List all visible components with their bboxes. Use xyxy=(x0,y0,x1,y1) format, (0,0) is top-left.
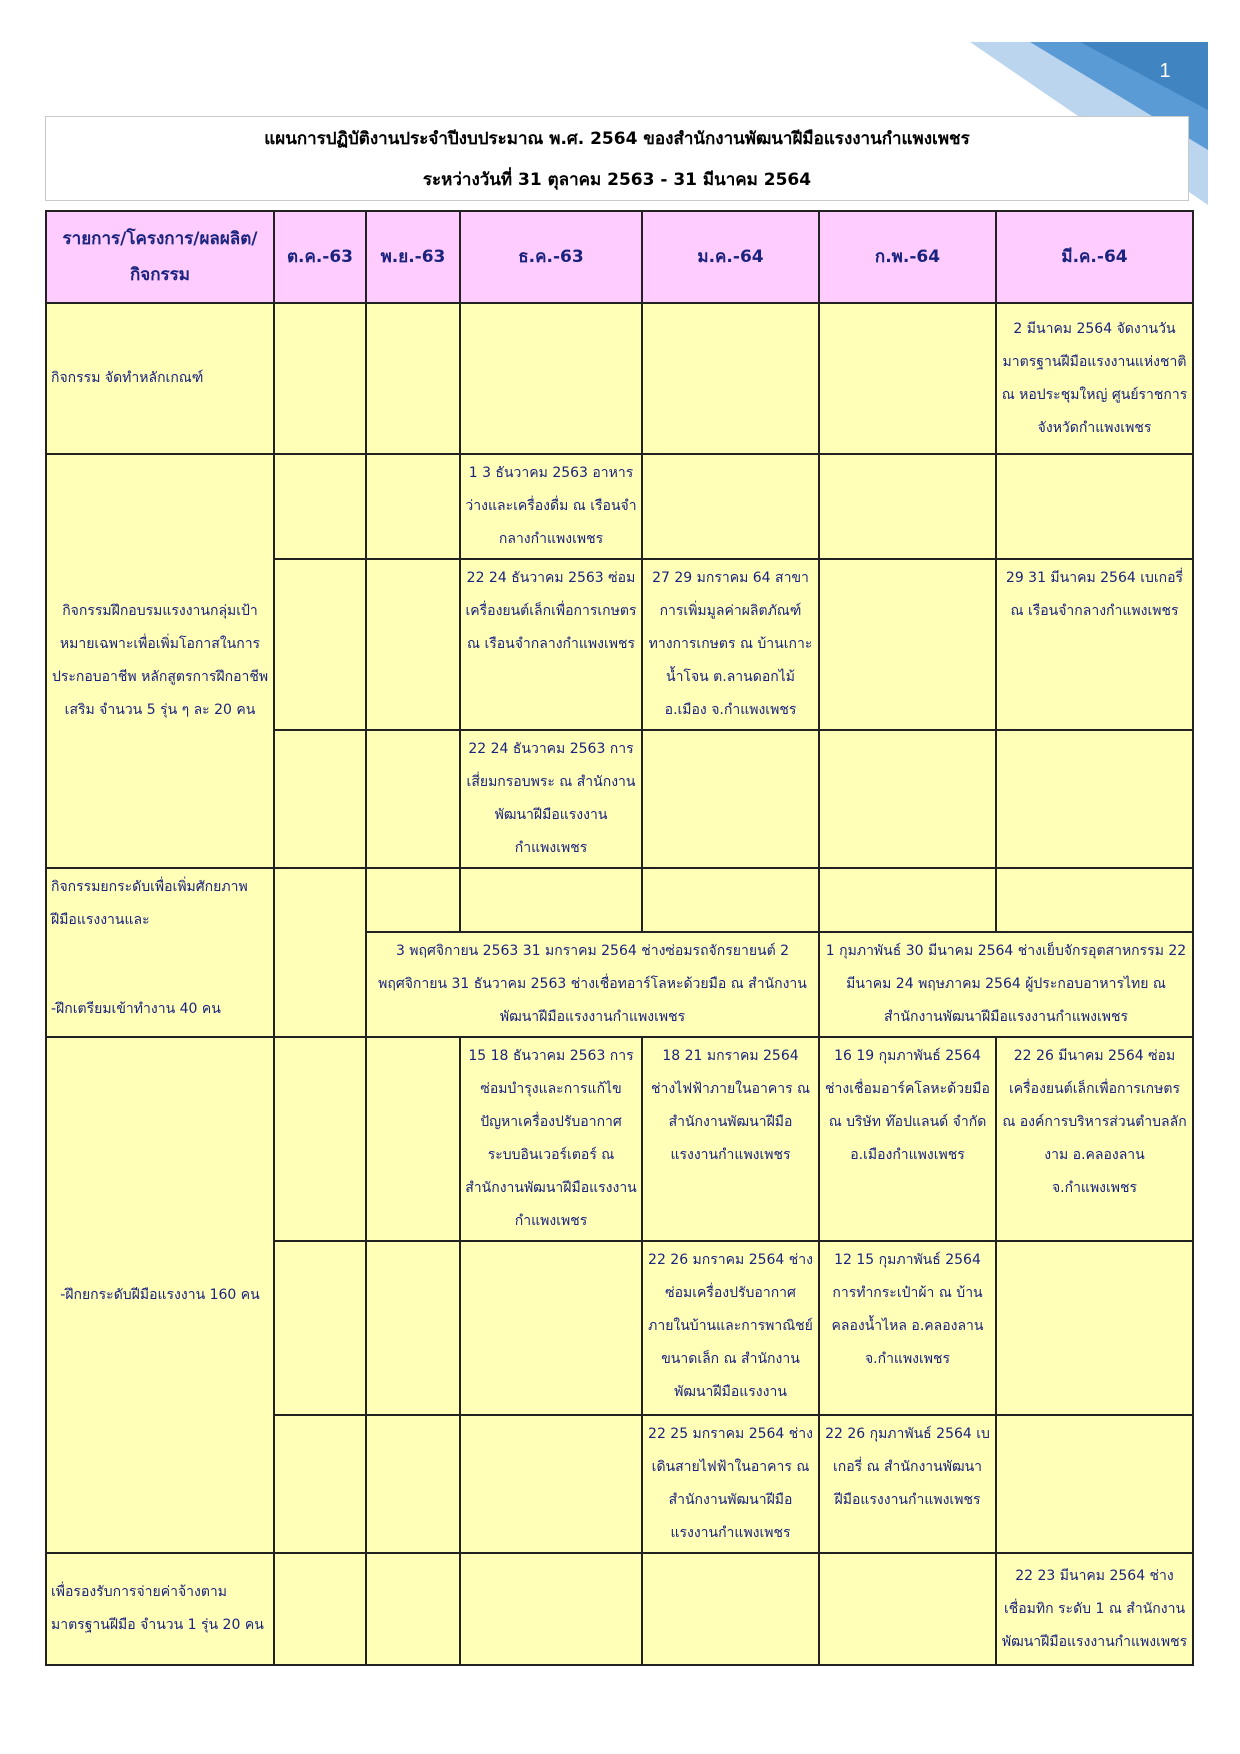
empty-cell xyxy=(366,454,460,559)
empty-cell xyxy=(274,1037,366,1241)
empty-cell xyxy=(996,454,1193,559)
empty-cell xyxy=(366,1553,460,1665)
document-title: แผนการปฏิบัติงานประจำปีงบประมาณ พ.ศ. 2564 ของสำนักงานพัฒนาฝีมือแรงงานกำแพงเพชร xyxy=(45,116,1189,162)
table-row xyxy=(46,454,1193,559)
header-nov: พ.ย.-63 xyxy=(366,211,460,303)
empty-cell xyxy=(819,1553,996,1665)
empty-cell xyxy=(460,1241,642,1415)
header-feb: ก.พ.-64 xyxy=(819,211,996,303)
empty-cell xyxy=(460,868,642,932)
empty-cell xyxy=(460,303,642,454)
document-date-range: ระหว่างวันที่ 31 ตุลาคม 2563 - 31 มีนาคม 2564 xyxy=(45,160,1189,201)
empty-cell xyxy=(366,303,460,454)
empty-cell xyxy=(366,730,460,868)
schedule-cell: 22 24 ธันวาคม 2563 การเสี่ยมกรอบพระ ณ สำนักงานพัฒนาฝีมือแรงงานกำแพงเพชร xyxy=(460,730,642,868)
schedule-cell: 12 15 กุมภาพันธ์ 2564 การทำกระเป๋าผ้า ณ บ้านคลองน้ำไหล อ.คลองลาน จ.กำแพงเพชร xyxy=(819,1241,996,1415)
empty-cell xyxy=(642,730,819,868)
schedule-cell: 1 กุมภาพันธ์ 30 มีนาคม 2564 ช่างเย็บจักรอุตสาหกรรม 22 มีนาคม 24 พฤษภาคม 2564 ผู้ประกอบอาหารไทย ณ สำนักงานพัฒนาฝีมือแรงงานกำแพงเพชร xyxy=(819,932,1193,1037)
empty-cell xyxy=(366,868,460,932)
empty-cell xyxy=(460,1415,642,1553)
empty-cell xyxy=(819,868,996,932)
empty-cell xyxy=(819,454,996,559)
empty-cell xyxy=(274,559,366,730)
empty-cell xyxy=(366,559,460,730)
activity-cell: กิจกรรมฝึกอบรมแรงงานกลุ่มเป้าหมายเฉพาะเพื่อเพิ่มโอกาสในการประกอบอาชีพ หลักสูตรการฝึกอาชีพเสริม จำนวน 5 รุ่น ๆ ละ 20 คน xyxy=(46,454,274,868)
empty-cell xyxy=(642,454,819,559)
header-oct: ต.ค.-63 xyxy=(274,211,366,303)
schedule-cell: 27 29 มกราคม 64 สาขาการเพิ่มมูลค่าผลิตภัณฑ์ทางการเกษตร ณ บ้านเกาะน้ำโจน ต.ลานดอกไม้ อ.เมือง จ.กำแพงเพชร xyxy=(642,559,819,730)
header-dec: ธ.ค.-63 xyxy=(460,211,642,303)
empty-cell xyxy=(274,1241,366,1415)
empty-cell xyxy=(460,1553,642,1665)
empty-cell xyxy=(274,868,366,1037)
empty-cell xyxy=(996,1241,1193,1415)
schedule-cell: 22 26 มกราคม 2564 ช่างซ่อมเครื่องปรับอากาศภายในบ้านและการพาณิชย์ขนาดเล็ก ณ สำนักงานพัฒนาฝีมือแรงงาน xyxy=(642,1241,819,1415)
table-row xyxy=(46,1553,1193,1665)
empty-cell xyxy=(642,1553,819,1665)
schedule-cell: 22 26 กุมภาพันธ์ 2564 เบเกอรี่ ณ สำนักงานพัฒนาฝีมือแรงงานกำแพงเพชร xyxy=(819,1415,996,1553)
activity-text-bottom: -ฝึกเตรียมเข้าทำงาน 40 คน xyxy=(51,1001,221,1017)
schedule-cell: 22 24 ธันวาคม 2563 ซ่อมเครื่องยนต์เล็กเพื่อการเกษตร ณ เรือนจำกลางกำแพงเพชร xyxy=(460,559,642,730)
empty-cell xyxy=(642,868,819,932)
empty-cell xyxy=(274,1415,366,1553)
schedule-cell: 1 3 ธันวาคม 2563 อาหารว่างและเครื่องดื่ม ณ เรือนจำกลางกำแพงเพชร xyxy=(460,454,642,559)
page-number: 1 xyxy=(1159,60,1171,82)
table-row xyxy=(46,1037,1193,1241)
schedule-cell: 22 26 มีนาคม 2564 ซ่อมเครื่องยนต์เล็กเพื่อการเกษตร ณ องค์การบริหารส่วนตำบลลักงาม อ.คลองลาน จ.กำแพงเพชร xyxy=(996,1037,1193,1241)
plan-table xyxy=(45,210,1194,1666)
schedule-cell: 22 25 มกราคม 2564 ช่างเดินสายไฟฟ้าในอาคาร ณ สำนักงานพัฒนาฝีมือแรงงานกำแพงเพชร xyxy=(642,1415,819,1553)
empty-cell xyxy=(819,559,996,730)
empty-cell xyxy=(274,303,366,454)
empty-cell xyxy=(274,454,366,559)
activity-cell: กิจกรรม จัดทำหลักเกณฑ์ xyxy=(46,303,274,454)
header-mar: มี.ค.-64 xyxy=(996,211,1193,303)
empty-cell xyxy=(274,730,366,868)
empty-cell xyxy=(366,1037,460,1241)
empty-cell xyxy=(996,730,1193,868)
empty-cell xyxy=(366,1241,460,1415)
table-row xyxy=(46,303,1193,454)
schedule-cell: 16 19 กุมภาพันธ์ 2564 ช่างเชื่อมอาร์คโลหะด้วยมือ ณ บริษัท ท๊อปแลนด์ จำกัด อ.เมืองกำแพงเพชร xyxy=(819,1037,996,1241)
schedule-cell: 22 23 มีนาคม 2564 ช่างเชื่อมทิก ระดับ 1 ณ สำนักงานพัฒนาฝีมือแรงงานกำแพงเพชร xyxy=(996,1553,1193,1665)
empty-cell xyxy=(366,1415,460,1553)
empty-cell xyxy=(996,868,1193,932)
schedule-cell: 3 พฤศจิกายน 2563 31 มกราคม 2564 ช่างซ่อมรถจักรยายนต์ 2 พฤศจิกายน 31 ธันวาคม 2563 ช่างเชื่อทอาร์โลหะด้วยมือ ณ สำนักงานพัฒนาฝีมือแรงงานกำแพงเพชร xyxy=(366,932,819,1037)
header-jan: ม.ค.-64 xyxy=(642,211,819,303)
empty-cell xyxy=(819,303,996,454)
activity-cell: เพื่อรองรับการจ่ายค่าจ้างตามมาตรฐานฝีมือ จำนวน 1 รุ่น 20 คน xyxy=(46,1553,274,1665)
empty-cell xyxy=(996,1415,1193,1553)
schedule-cell: 29 31 มีนาคม 2564 เบเกอรี่ ณ เรือนจำกลางกำแพงเพชร xyxy=(996,559,1193,730)
table-header-row xyxy=(46,211,1193,303)
schedule-cell: 2 มีนาคม 2564 จัดงานวันมาตรฐานฝีมือแรงงานแห่งชาติ ณ หอประชุมใหญ่ ศูนย์ราชการจังหวัดกำแพงเพชร xyxy=(996,303,1193,454)
header-activity: รายการ/โครงการ/ผลผลิต/กิจกรรม xyxy=(46,211,274,303)
empty-cell xyxy=(274,1553,366,1665)
empty-cell xyxy=(642,303,819,454)
schedule-cell: 15 18 ธันวาคม 2563 การซ่อมบำรุงและการแก้ไขปัญหาเครื่องปรับอากาศระบบอินเวอร์เตอร์ ณ สำนักงานพัฒนาฝีมือแรงงานกำแพงเพชร xyxy=(460,1037,642,1241)
activity-cell: -ฝึกยกระดับฝีมือแรงงาน 160 คน xyxy=(46,1037,274,1553)
activity-cell xyxy=(46,868,274,1037)
activity-text-top: กิจกรรมยกระดับเพื่อเพิ่มศักยภาพฝีมือแรงงานและ xyxy=(51,879,248,928)
table-row xyxy=(46,868,1193,932)
schedule-cell: 18 21 มกราคม 2564 ช่างไฟฟ้าภายในอาคาร ณ สำนักงานพัฒนาฝีมือแรงงานกำแพงเพชร xyxy=(642,1037,819,1241)
empty-cell xyxy=(819,730,996,868)
